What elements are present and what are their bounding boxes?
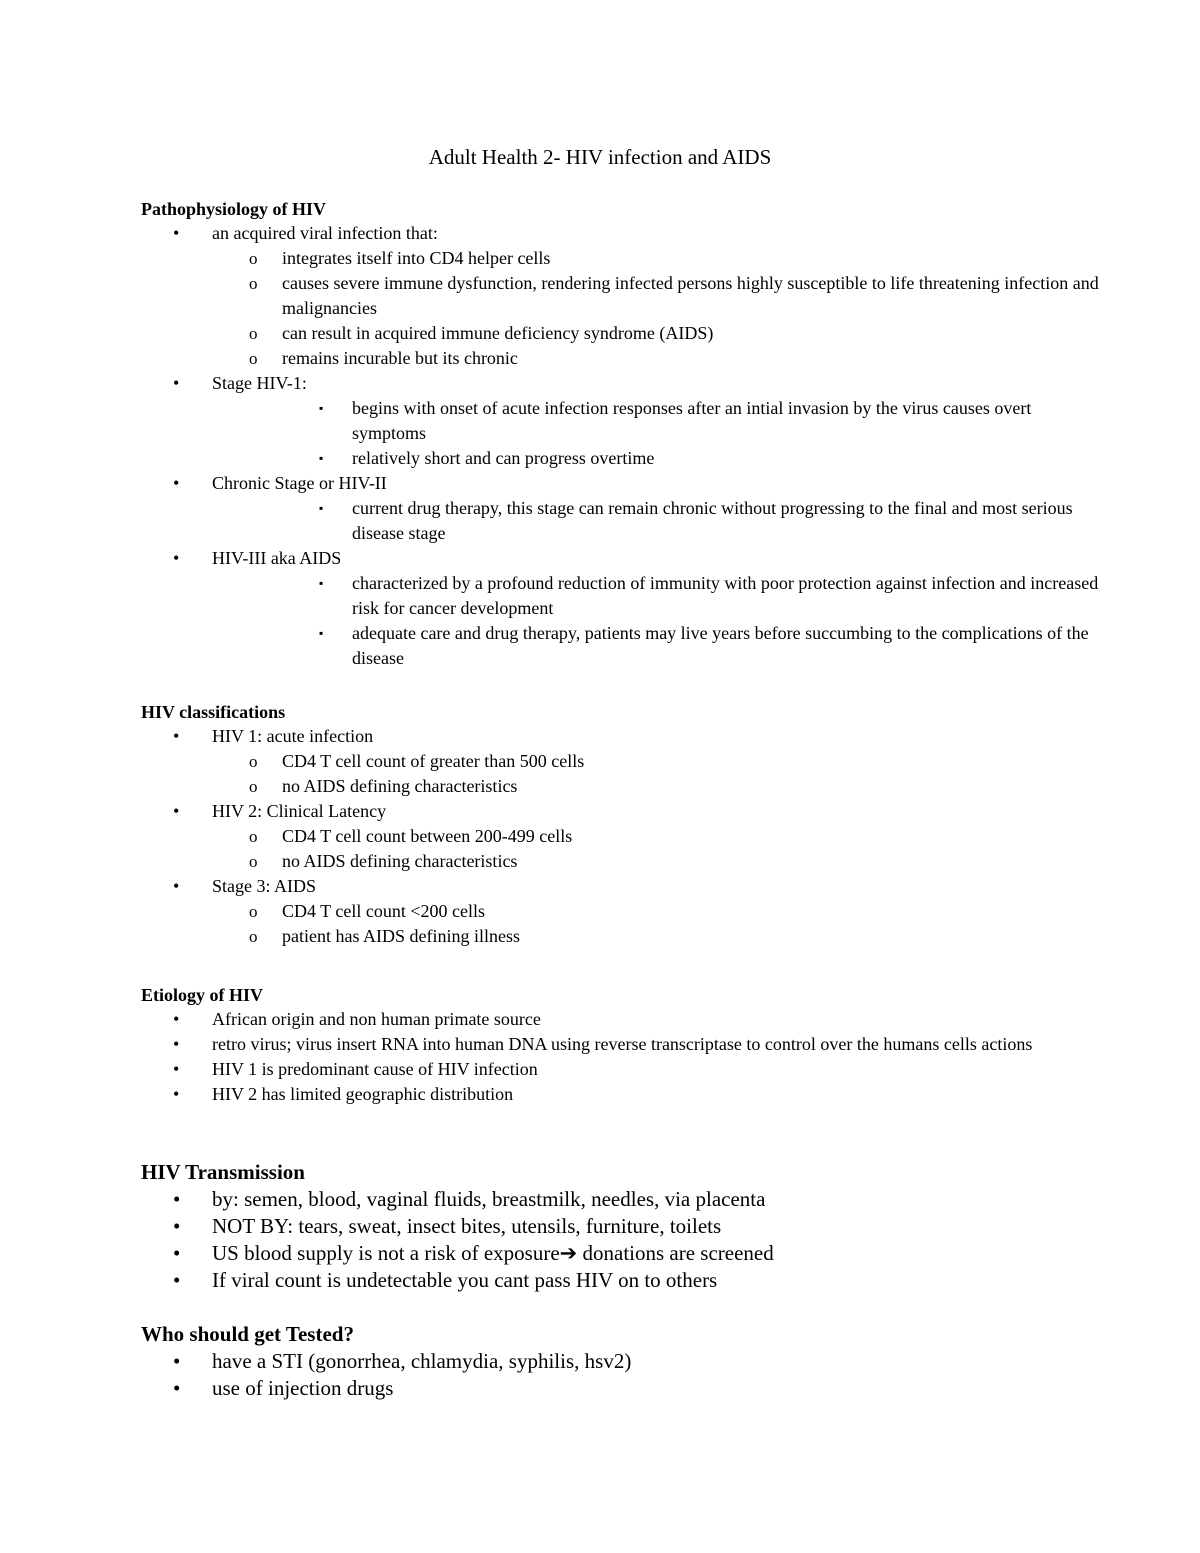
bullet-marker: • bbox=[173, 801, 180, 821]
section-heading: Who should get Tested? bbox=[141, 1322, 354, 1346]
list-item: • Stage HIV-1: bbox=[141, 371, 1101, 396]
circle-marker: o bbox=[249, 349, 258, 368]
square-marker: ▪ bbox=[319, 501, 324, 515]
bullet-marker: • bbox=[173, 1059, 180, 1079]
bullet-marker: • bbox=[173, 1214, 181, 1238]
circle-marker: o bbox=[249, 852, 258, 871]
section-who-should-get-tested bbox=[141, 1320, 1101, 1402]
list-item: • Chronic Stage or HIV-II bbox=[141, 471, 1101, 496]
section-pathophysiology bbox=[141, 197, 1101, 671]
circle-marker: o bbox=[249, 827, 258, 846]
bullet-list bbox=[141, 1348, 1101, 1402]
bullet-marker: • bbox=[173, 223, 180, 243]
circle-marker: o bbox=[249, 777, 258, 796]
bullet-marker: • bbox=[173, 373, 180, 393]
bullet-marker: • bbox=[173, 1268, 181, 1292]
list-item: o CD4 T cell count between 200-499 cells bbox=[141, 824, 1101, 849]
list-item: • If viral count is undetectable you cant pass HIV on to others bbox=[173, 1268, 718, 1292]
list-item: • HIV 2: Clinical Latency bbox=[141, 799, 1101, 824]
bullet-marker: • bbox=[173, 876, 180, 896]
list-item: ▪ relatively short and can progress overtime bbox=[141, 446, 1101, 471]
bullet-marker: • bbox=[173, 1084, 180, 1104]
list-item: o can result in acquired immune deficiency syndrome (AIDS) bbox=[141, 321, 1101, 346]
circle-marker: o bbox=[249, 249, 258, 268]
list-item: o no AIDS defining characteristics bbox=[141, 774, 1101, 799]
list-item: o CD4 T cell count of greater than 500 cells bbox=[141, 749, 1101, 774]
list-item: • by: semen, blood, vaginal fluids, breastmilk, needles, via placenta bbox=[173, 1187, 766, 1211]
square-marker: ▪ bbox=[319, 626, 324, 640]
list-item: • HIV 1: acute infection bbox=[141, 724, 1101, 749]
section-heading: Pathophysiology of HIV bbox=[141, 199, 327, 219]
list-item: ▪ current drug therapy, this stage can remain chronic without progressing to the final and most serious disease stage bbox=[319, 498, 1073, 543]
list-item: • an acquired viral infection that: bbox=[141, 221, 1101, 246]
circle-marker: o bbox=[249, 902, 258, 921]
bullet-marker: • bbox=[173, 1187, 181, 1211]
list-item: ▪ begins with onset of acute infection responses after an intial invasion by the virus causes overt symptoms bbox=[319, 398, 1032, 443]
list-item: • have a STI (gonorrhea, chlamydia, syphilis, hsv2) bbox=[173, 1349, 632, 1373]
section-heading: Etiology of HIV bbox=[141, 985, 264, 1005]
bullet-marker: • bbox=[173, 1034, 180, 1054]
square-marker: ▪ bbox=[319, 451, 324, 465]
square-marker: ▪ bbox=[319, 576, 324, 590]
bullet-list bbox=[141, 724, 1101, 949]
page-title: Adult Health 2- HIV infection and AIDS bbox=[428, 145, 772, 169]
list-item: o no AIDS defining characteristics bbox=[141, 849, 1101, 874]
list-item: ▪ characterized by a profound reduction of immunity with poor protection against infection and increased risk for cancer development bbox=[319, 573, 1099, 618]
section-heading: HIV Transmission bbox=[141, 1160, 305, 1184]
list-item: o integrates itself into CD4 helper cells bbox=[141, 246, 1101, 271]
circle-marker: o bbox=[249, 752, 258, 771]
section-etiology bbox=[141, 983, 1101, 1107]
section-transmission bbox=[141, 1158, 1101, 1294]
square-marker: ▪ bbox=[319, 401, 324, 415]
list-item: o causes severe immune dysfunction, rendering infected persons highly susceptible to life threatening infection and malignancies bbox=[249, 273, 1099, 318]
list-item: o remains incurable but its chronic bbox=[141, 346, 1101, 371]
bullet-list bbox=[141, 221, 1101, 671]
bullet-marker: • bbox=[173, 726, 180, 746]
bullet-list bbox=[141, 1007, 1101, 1107]
list-item: • HIV-III aka AIDS bbox=[141, 546, 1101, 571]
bullet-marker: • bbox=[173, 1376, 181, 1400]
section-classifications bbox=[141, 700, 1101, 949]
bullet-marker: • bbox=[173, 1349, 181, 1373]
list-item: • African origin and non human primate source bbox=[141, 1007, 1101, 1032]
list-item: ▪ adequate care and drug therapy, patients may live years before succumbing to the complications of the disease bbox=[319, 623, 1089, 668]
bullet-marker: • bbox=[173, 1241, 181, 1265]
list-item: • use of injection drugs bbox=[173, 1376, 394, 1400]
section-heading: HIV classifications bbox=[141, 702, 286, 722]
bullet-list bbox=[141, 1186, 1101, 1294]
circle-marker: o bbox=[249, 274, 258, 293]
list-item: o patient has AIDS defining illness bbox=[141, 924, 1101, 949]
list-item: • NOT BY: tears, sweat, insect bites, utensils, furniture, toilets bbox=[173, 1214, 722, 1238]
bullet-marker: • bbox=[173, 548, 180, 568]
circle-marker: o bbox=[249, 927, 258, 946]
list-item: • Stage 3: AIDS bbox=[141, 874, 1101, 899]
list-item: • US blood supply is not a risk of exposure➔ donations are screened bbox=[173, 1241, 774, 1265]
bullet-marker: • bbox=[173, 1009, 180, 1029]
list-item: • HIV 2 has limited geographic distribution bbox=[141, 1082, 1101, 1107]
list-item: • HIV 1 is predominant cause of HIV infection bbox=[141, 1057, 1101, 1082]
list-item: o CD4 T cell count <200 cells bbox=[141, 899, 1101, 924]
circle-marker: o bbox=[249, 324, 258, 343]
list-item: • retro virus; virus insert RNA into human DNA using reverse transcriptase to control over the humans cells actions bbox=[141, 1032, 1101, 1057]
bullet-marker: • bbox=[173, 473, 180, 493]
